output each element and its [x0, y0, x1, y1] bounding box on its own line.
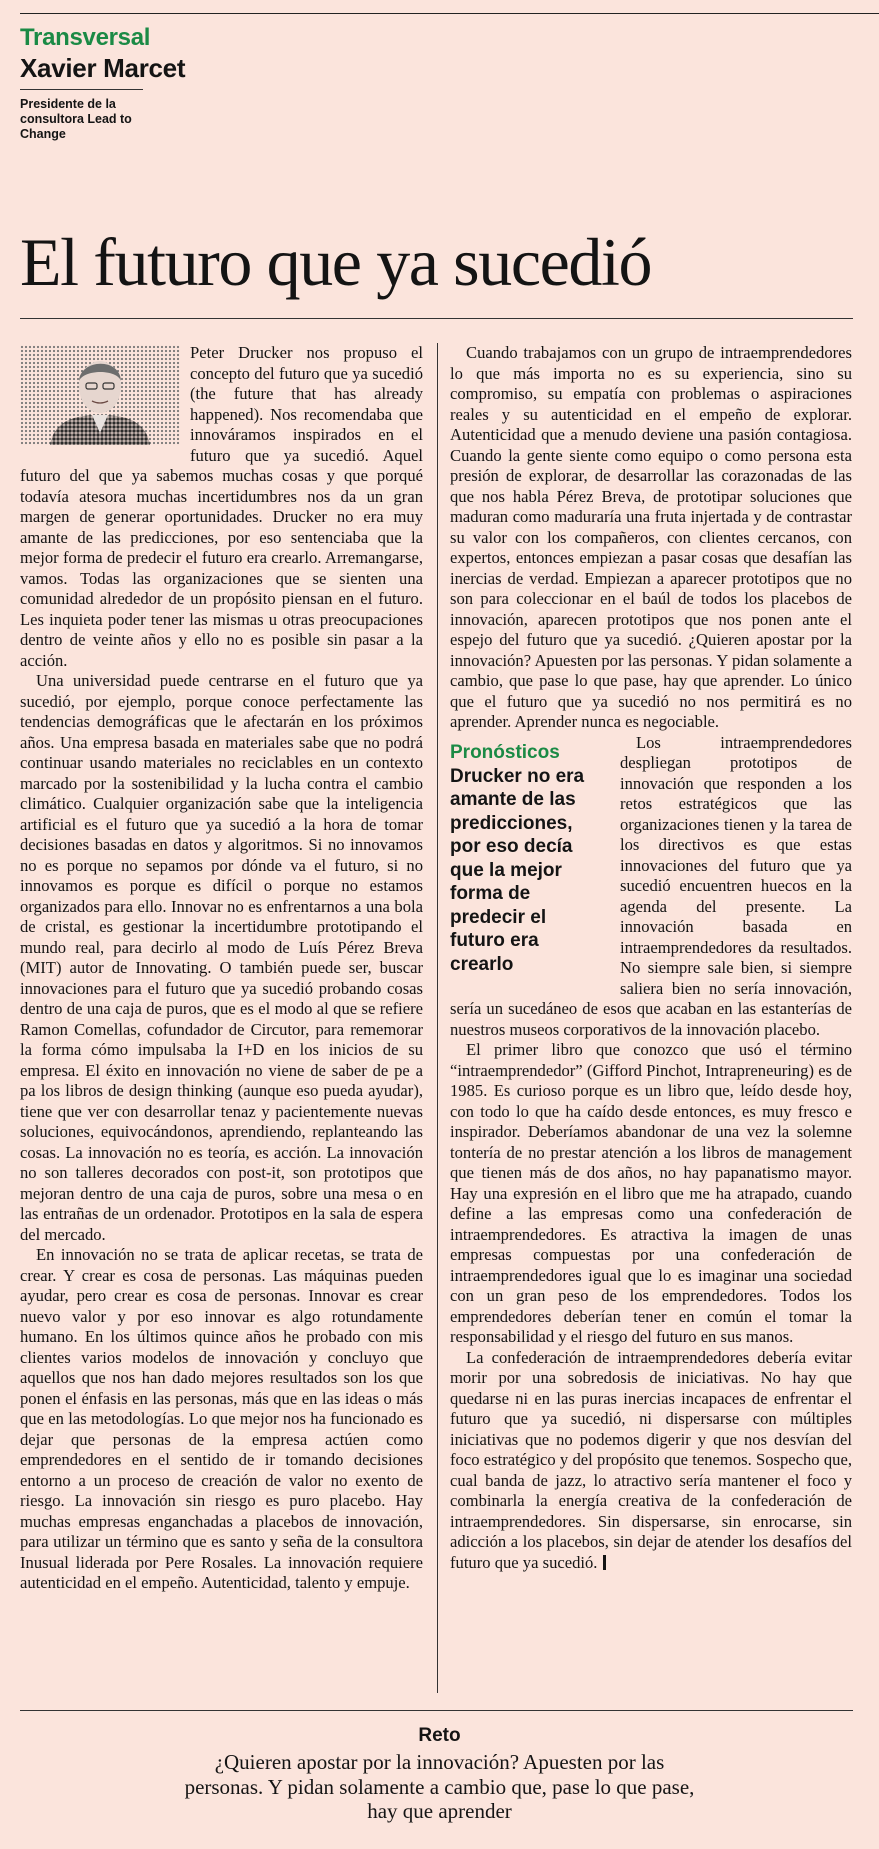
article-column-1 — [20, 343, 423, 1594]
paragraph: Una universidad puede centrarse en el futuro que ya sucedió, por ejemplo, porque conoce perfectamente las tendencias demográficas que le afectarán en los próximos años. Una empresa basada en materiales sabe que no podrá continuar usando materiales no reciclables en un contexto marcado por la sostenibilidad y la lucha contra el cambio climático. Cualquier organización sabe que la inteligencia artificial es el futuro que ya sucedió a la hora de tomar decisiones basadas en datos y algoritmos. Si no innovamos no es porque no sepamos por dónde va el futuro, si no innovamos es porque es difícil o porque no estamos organizados para ello. Innovar no es enfrentarnos a una bola de cristal, es gestionar la incertidumbre prototipando el mundo real, para decirlo al modo de Luís Pérez Breva (MIT) autor de Innovating. O también puede ser, buscar innovaciones para el futuro que ya sucedió probando cosas dentro de una caja de puros, que es el modo al que se refiere Ramon Comellas, cofundador de Circutor, para rememorar la forma cómo impulsaba la I+D en los inicios de su empresa. El éxito en innovación no viene de saber de pe a pa los libros de design thinking (aunque eso pueda ayudar), tiene que ver con desarrollar tenaz y pacientemente nuevas soluciones, equivocándonos, aprendiendo, replanteando las cosas. La innovación no es teoría, es acción. La innovación no son talleres decorados con post-it, son prototipos que mejoran dentro de una caja de puros, sobre una mesa o en las entrañas de un ordenador. Prototipos en la sala de espera del mercado. — [20, 671, 423, 1244]
pullquote — [450, 741, 598, 977]
top-rule — [20, 13, 879, 14]
paragraph: Peter Drucker nos propuso el concepto del futuro que ya sucedió (the future that has already happened). Nos recomendaba que innováramos inspirados en el futuro que ya sucedió. Aquel futuro del que ya sabemos muchas cosas y que porqué todavía atesora muchas incertidumbres nos da un gran margen de generar oportunidades. Drucker no era muy amante de las predicciones, por eso sentenciaba que la mejor forma de predecir el futuro era crearlo. Arremangarse, vamos. Todas las organizaciones que se sienten una comunidad alrededor de un propósito piensan en el futuro. Les inquieta poder tener las mismas u otras preocupaciones dentro de veinte años y ello no es posible sin pasar a la acción. — [20, 343, 423, 670]
bottom-divider — [20, 1710, 853, 1711]
final-paragraph-text: La confederación de intraemprendedores debería evitar morir por una sobredosis de iniciativas. No hay que quedarse ni en las puras inercias incapaces de enfrentar el futuro que ya sucedió, ni dispersarse con múltiples iniciativas que no podemos digerir y que nos desvían del foco estratégico y del propósito que tenemos. Sospecho que, cual banda de jazz, lo atractivo sería mantener el foco y combinarla la energía creativa de la confederación de intraemprendedores. Sin dispersarse, sin enrocarse, sin adicción a los placebos, sin dejar de atender los desafíos del futuro que ya sucedió. — [450, 1347, 852, 1572]
paragraph: Los intraemprendedores despliegan prototipos de innovación que responden a los retos estratégicos que las organizaciones tienen y la tarea de los directivos es que estas innovaciones del futuro que ya sucedió encuentren huecos en la agenda del presente. La innovación basada en intraemprendedores da resultados. No siempre sale bien, si siempre saliera bien no sería innovación, sería un sucedáneo de esos que acaban en las estanterías de nuestros museos corporativos de la innovación placebo. — [450, 732, 852, 1039]
paragraph-final — [450, 1348, 852, 1574]
headline-divider — [20, 318, 853, 319]
reto-box — [0, 1724, 879, 1824]
author-role: Presidente de la consultora Lead to Change — [20, 97, 132, 141]
author-divider — [20, 89, 143, 90]
column-divider — [437, 343, 438, 1693]
paragraph: En innovación no se trata de aplicar recetas, se trata de crear. Y crear es cosa de personas. Las máquinas pueden ayudar, pero crear es cosa de personas. Innovar es crear nuevo valor y por eso innovar es algo rotundamente humano. En los últimos quince años he probado con mis clientes varios modelos de innovación y concluyo que aquellos que nos han dado mejores resultados son los que ponen el énfasis en las personas, más que en las ideas o más que en las metodologías. Lo que mejor nos ha funcionado es dejar que personas de la empresa actúen como emprendedores en el sentido de ir tomando decisiones entorno a un proceso de creación de valor no exento de riesgo. La innovación sin riesgo es puro placebo. Hay muchas empresas enganchadas a placebos de innovación, para utilizar un término que es santo y seña de la consultora Inusual liderada por Pere Rosales. La innovación requiere autenticidad en el empeño. Autenticidad, talento y empuje. — [20, 1245, 423, 1592]
end-mark — [603, 1555, 606, 1570]
author-name: Xavier Marcet — [20, 53, 186, 83]
reto-label: Reto — [418, 1725, 461, 1746]
article-column-2 — [450, 343, 852, 1573]
article-title: El futuro que ya sucedió — [20, 224, 652, 300]
reto-text: ¿Quieren apostar por la innovación? Apuesten por las personas. Y pidan solamente a cambio que, pase lo que pase, hay que aprender — [184, 1750, 695, 1823]
pullquote-text: Drucker no era amante de las predicciones, por eso decía que la mejor forma de predecir el futuro era crearlo — [450, 765, 585, 975]
section-label: Transversal — [20, 24, 151, 51]
author-photo — [20, 345, 180, 445]
paragraph: El primer libro que conozco que usó el término “intraemprendedor” (Gifford Pinchot, Intrapreneuring) es de 1985. Es curioso porque es un libro que, leído desde hoy, con todo lo que ha caído desde entonces, es muy fresco e inspirador. Deberíamos abandonar de una vez la solemne tontería de no prestar atención a los libros de management que tienen más de dos años, no hay papanatismo mayor. Hay una expresión en el libro que me ha atrapado, cuando define a las empresas como una confederación de intraemprendedores. Es atractiva la imagen de unas empresas compuestas por una confederación de intraemprendedores igual que lo es imaginar una sociedad con un gran peso de los emprendedores. Todos los emprendedores deberían tener en común el tomar la responsabilidad y el riesgo del futuro en sus manos. — [450, 1040, 852, 1346]
pullquote-label: Pronósticos — [450, 741, 560, 763]
paragraph: Cuando trabajamos con un grupo de intraemprendedores lo que más importa no es su experiencia, sino su compromiso, su empatía con problemas o aspiraciones reales y su autenticidad en el empeño de explorar. Autenticidad que a menudo deviene una pasión contagiosa. Cuando la gente siente como equipo o como persona esta presión de explorar, de desarrollar las corazonadas de las que nos habla Pérez Breva, de prototipar soluciones que maduran como maduraría una fruta injertada y de contrastar su valor con los compañeros, con clientes cercanos, con expertos, entonces empiezan a pasar cosas que desafían las inercias de verdad. Empiezan a aparecer prototipos que no son para coleccionar en el baúl de todos los placebos de innovación, aparecen prototipos que nos ponen ante el espejo del futuro que ya sucedió. ¿Quieren apostar por la innovación? Apuesten por las personas. Y pidan solamente a cambio, que pase lo que pase, hay que aprender. Lo único que el futuro que ya sucedió no nos permitirá es no aprender. Aprender nunca es negociable. — [450, 343, 852, 731]
